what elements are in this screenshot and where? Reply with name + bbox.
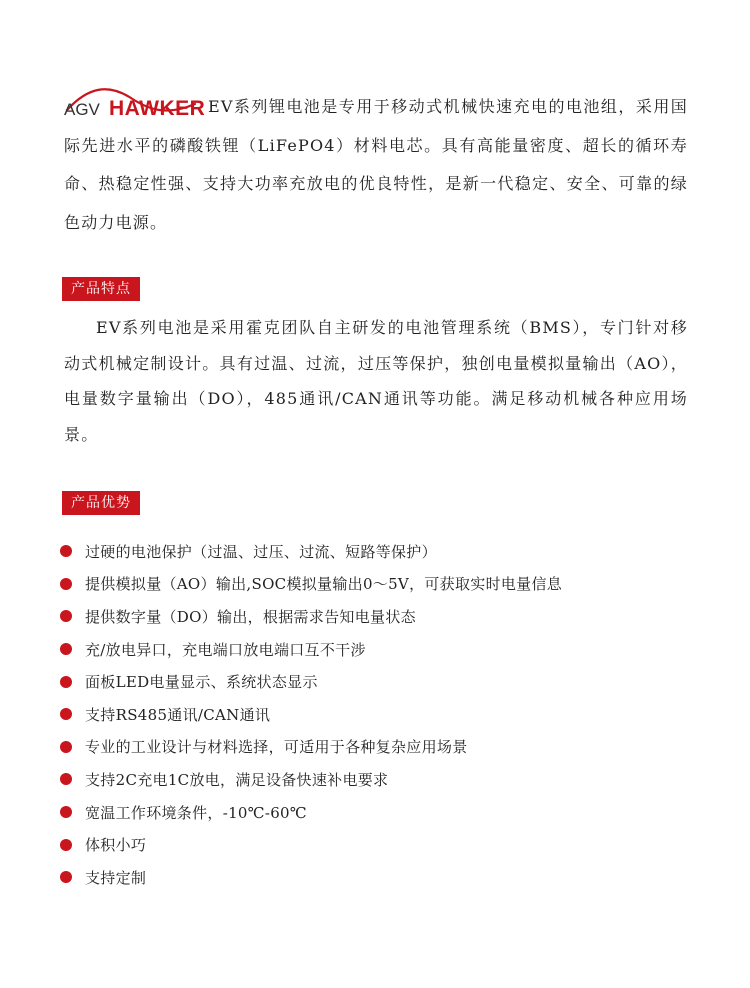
bullet-icon <box>60 806 72 818</box>
bullet-icon <box>60 610 72 622</box>
bullet-icon <box>60 708 72 720</box>
logo-brand: HAWKER <box>109 97 206 120</box>
intro-paragraph <box>64 88 688 242</box>
intro-text: EV系列锂电池是专用于移动式机械快速充电的电池组，采用国际先进水平的磷酸铁锂（LiFePO4）材料电芯。具有高能量密度、超长的循环寿命、热稳定性强、支持大功率充放电的优良特性，是新一代稳定、安全、可靠的绿色动力电源。 <box>64 97 688 232</box>
advantage-text: 充/放电异口，充电端口放电端口互不干涉 <box>85 640 366 659</box>
advantage-item <box>60 600 562 633</box>
logo-prefix: AGV <box>64 100 100 119</box>
advantage-item <box>60 796 562 829</box>
advantage-item <box>60 665 562 698</box>
advantage-text: 过硬的电池保护（过温、过压、过流、短路等保护） <box>85 542 437 561</box>
advantage-text: 支持RS485通讯/CAN通讯 <box>85 705 271 724</box>
advantage-item <box>60 861 562 894</box>
advantage-text: 支持2C充电1C放电，满足设备快速补电要求 <box>85 770 389 789</box>
bullet-icon <box>60 741 72 753</box>
features-heading: 产品特点 <box>62 277 140 301</box>
bullet-icon <box>60 676 72 688</box>
advantage-text: 专业的工业设计与材料选择，可适用于各种复杂应用场景 <box>85 738 468 757</box>
advantage-item <box>60 633 562 666</box>
advantage-item <box>60 828 562 861</box>
advantage-text: 宽温工作环境条件，-10℃-60℃ <box>85 803 307 822</box>
bullet-icon <box>60 773 72 785</box>
advantage-text: 体积小巧 <box>85 836 147 855</box>
advantage-text: 面板LED电量显示、系统状态显示 <box>85 673 318 692</box>
bullet-icon <box>60 871 72 883</box>
advantage-item <box>60 698 562 731</box>
advantages-list <box>60 535 562 894</box>
advantage-item <box>60 568 562 601</box>
advantages-heading: 产品优势 <box>62 491 140 515</box>
advantage-item <box>60 535 562 568</box>
advantage-item <box>60 763 562 796</box>
bullet-icon <box>60 545 72 557</box>
bullet-icon <box>60 578 72 590</box>
logo-spacer <box>64 102 208 112</box>
advantage-item <box>60 731 562 764</box>
bullet-icon <box>60 643 72 655</box>
features-paragraph: EV系列电池是采用霍克团队自主研发的电池管理系统（BMS），专门针对移动式机械定制设计。具有过温、过流，过压等保护，独创电量模拟量输出（AO），电量数字量输出（DO），485通讯/CAN通讯等功能。满足移动机械各种应用场景。 <box>64 318 688 444</box>
bullet-icon <box>60 839 72 851</box>
advantage-text: 支持定制 <box>85 868 147 887</box>
advantage-text: 提供数字量（DO）输出，根据需求告知电量状态 <box>85 607 416 626</box>
advantage-text: 提供模拟量（AO）输出,SOC模拟量输出0～5V，可获取实时电量信息 <box>85 575 563 594</box>
